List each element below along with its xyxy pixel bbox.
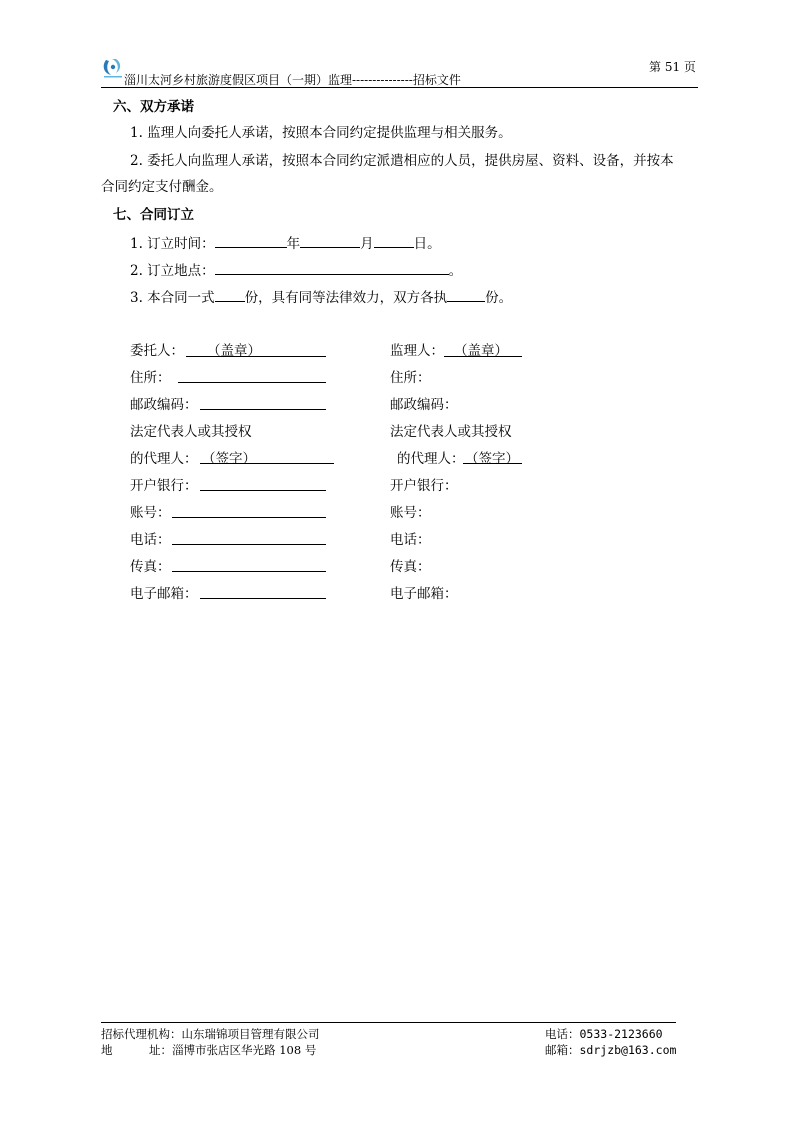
year-blank[interactable] <box>215 233 287 248</box>
principal-signature-text: （签字） <box>202 451 256 467</box>
principal-fax-line[interactable] <box>172 571 326 572</box>
principal-phone-label: 电话： <box>130 532 171 548</box>
principal-bank-line[interactable] <box>200 490 326 491</box>
principal-rep-label-line1: 法定代表人或其授权 <box>130 424 252 440</box>
footer-address-label: 地 址： <box>101 1043 173 1057</box>
page-number: 第 51 页 <box>649 60 696 74</box>
supervisor-address-label: 住所： <box>390 370 431 386</box>
section6-item2-line1: 2. 委托人向监理人承诺，按照本合同约定派遣相应的人员，提供房屋、资料、设备，并按本 <box>130 153 674 169</box>
principal-address-line[interactable] <box>178 382 326 383</box>
principal-fax-label: 传真： <box>130 559 171 575</box>
signing-date-label: 1. 订立时间： <box>130 236 215 252</box>
month-blank[interactable] <box>300 233 360 248</box>
signing-date-row <box>130 233 441 253</box>
footer-agency-name: 山东瑞锦项目管理有限公司 <box>181 1027 320 1041</box>
footer-email-label: 邮箱： <box>545 1043 580 1057</box>
supervisor-postcode-label: 邮政编码： <box>390 397 458 413</box>
supervisor-signature-text: （签字） <box>465 451 519 467</box>
supervisor-bank-label: 开户银行： <box>390 478 458 494</box>
signing-place-period: 。 <box>448 263 463 279</box>
principal-label: 委托人： <box>130 343 184 359</box>
signing-place-row <box>130 260 462 280</box>
supervisor-label: 监理人： <box>390 343 444 359</box>
footer-agency <box>101 1026 320 1042</box>
footer-phone-value: 0533-2123660 <box>579 1027 663 1041</box>
principal-account-label: 账号： <box>130 505 171 521</box>
supervisor-fax-label: 传真： <box>390 559 431 575</box>
principal-email-label: 电子邮箱： <box>130 586 198 602</box>
company-logo-icon <box>101 57 125 79</box>
footer-email-value[interactable]: sdrjzb@163.com <box>579 1043 677 1057</box>
footer-phone <box>545 1026 663 1042</box>
copies-total-blank[interactable] <box>215 287 245 302</box>
section6-heading: 六、双方承诺 <box>113 99 194 115</box>
supervisor-email-label: 电子邮箱： <box>390 586 458 602</box>
principal-email-line[interactable] <box>200 598 326 599</box>
copies-label: 3. 本合同一式 <box>130 290 215 306</box>
footer-divider <box>101 1022 676 1023</box>
principal-rep-label-line2: 的代理人： <box>130 451 198 467</box>
principal-seal-text: （盖章） <box>207 343 261 359</box>
copies-suffix: 份。 <box>485 290 513 306</box>
footer-address <box>101 1042 316 1058</box>
signing-place-label: 2. 订立地点： <box>130 263 215 279</box>
copies-each-blank[interactable] <box>447 287 485 302</box>
principal-account-line[interactable] <box>172 517 326 518</box>
day-label: 日。 <box>413 236 441 252</box>
supervisor-phone-label: 电话： <box>390 532 431 548</box>
supervisor-rep-label-line1: 法定代表人或其授权 <box>390 424 512 440</box>
section6-item2-line2: 合同约定支付酬金。 <box>101 179 223 195</box>
day-blank[interactable] <box>374 233 414 248</box>
month-label: 月 <box>360 236 374 252</box>
year-label: 年 <box>286 236 301 252</box>
footer-phone-label: 电话： <box>545 1027 580 1041</box>
document-title: 淄川太河乡村旅游度假区项目（一期）监理---------------招标文件 <box>124 73 461 87</box>
principal-phone-line[interactable] <box>172 544 326 545</box>
footer-email <box>545 1042 676 1058</box>
section6-item1: 1. 监理人向委托人承诺，按照本合同约定提供监理与相关服务。 <box>130 125 512 141</box>
copies-row <box>130 287 512 307</box>
supervisor-account-label: 账号： <box>390 505 431 521</box>
principal-postcode-line[interactable] <box>200 409 326 410</box>
place-blank[interactable] <box>215 260 449 275</box>
principal-address-label: 住所： <box>130 370 171 386</box>
supervisor-rep-label-line2: 的代理人： <box>397 451 465 467</box>
footer-agency-label: 招标代理机构： <box>101 1027 182 1041</box>
section7-heading: 七、合同订立 <box>113 207 194 223</box>
header-divider <box>101 87 698 88</box>
copies-mid-text: 份，具有同等法律效力，双方各执 <box>244 290 448 306</box>
footer-address-value: 淄博市张店区华光路 108 号 <box>172 1043 317 1057</box>
principal-postcode-label: 邮政编码： <box>130 397 198 413</box>
supervisor-seal-text: （盖章） <box>454 343 508 359</box>
principal-bank-label: 开户银行： <box>130 478 198 494</box>
